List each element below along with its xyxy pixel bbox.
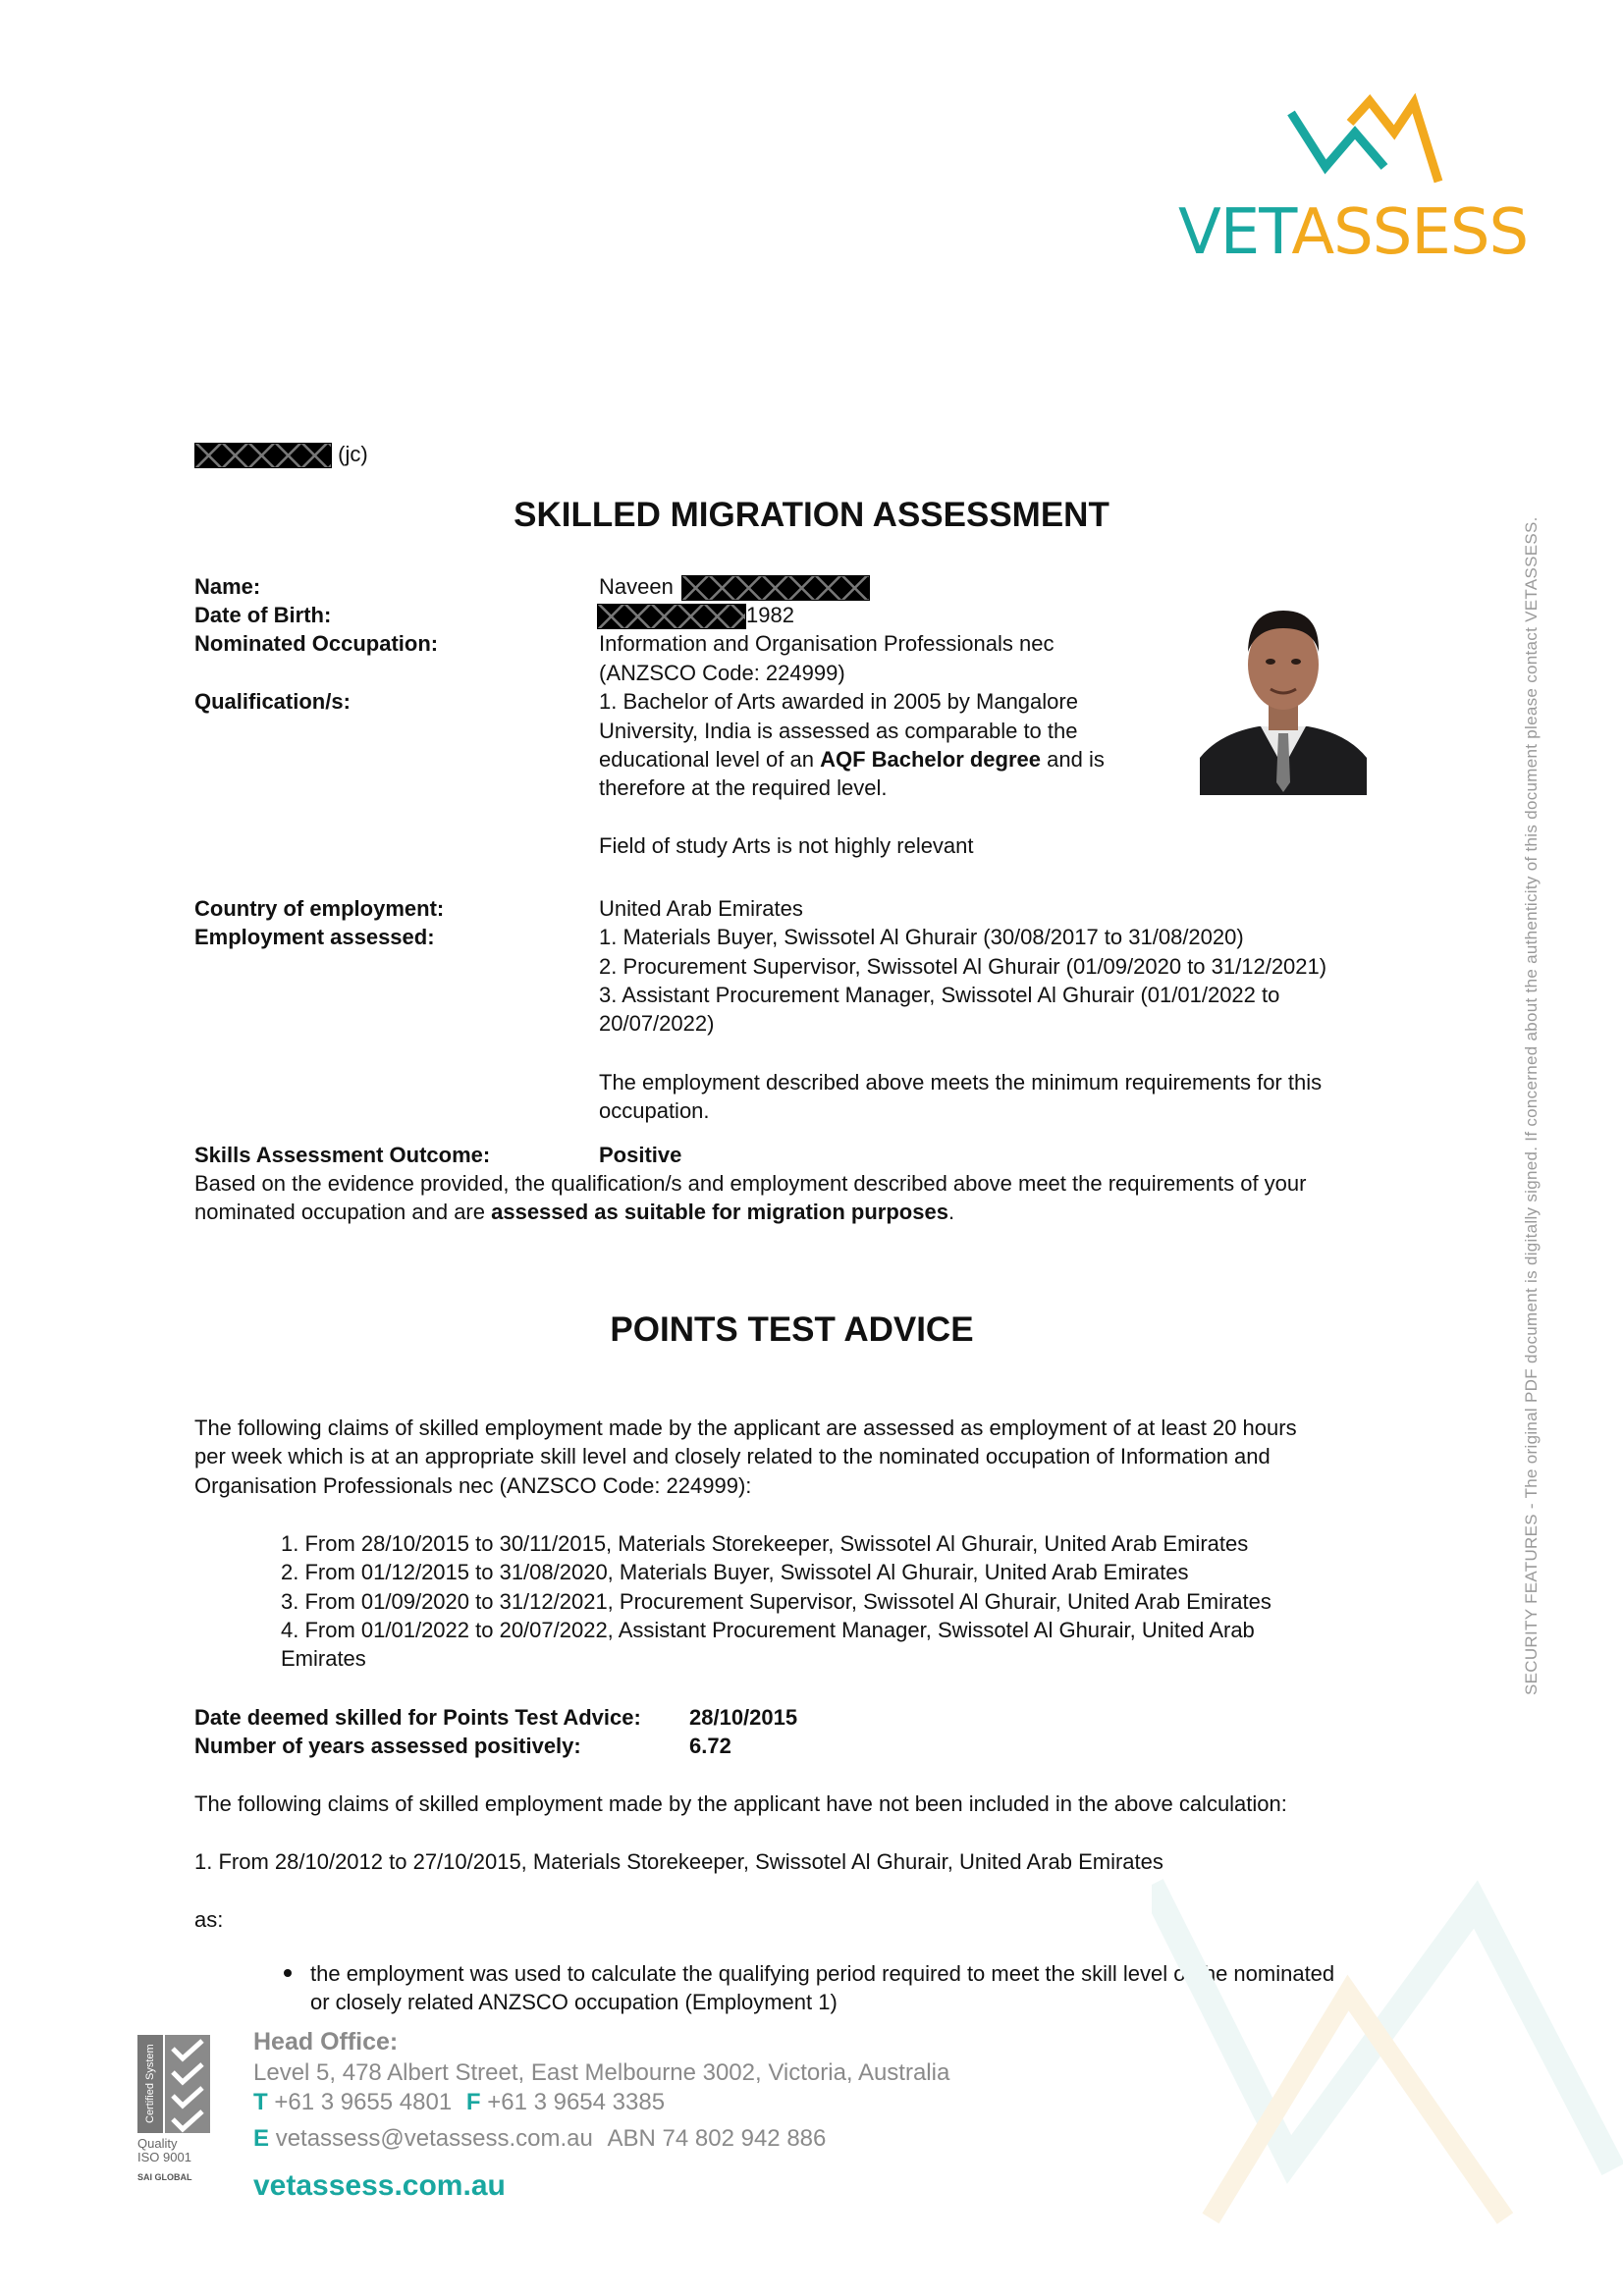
redaction-block: [681, 575, 870, 601]
contact-phone-line: [253, 2089, 665, 2116]
name-label: Name:: [194, 574, 261, 599]
dob-value: [597, 601, 794, 630]
contact-email-line: [253, 2125, 826, 2153]
qualification-line1: 1. Bachelor of Arts awarded in 2005 by Mangalore: [599, 689, 1078, 714]
outcome-label: Skills Assessment Outcome:: [194, 1143, 491, 1167]
qualification-text: educational level of an: [599, 747, 821, 772]
qualification-text: and is: [1041, 747, 1105, 772]
checkmarks-icon: [165, 2035, 210, 2133]
country-value: United Arab Emirates: [599, 896, 803, 921]
qualification-label: Qualification/s:: [194, 689, 351, 714]
excluded-intro: The following claims of skilled employment made by the applicant have not been included in the above calculation:: [194, 1791, 1287, 1816]
claim-item: Emirates: [281, 1646, 366, 1671]
reference-line: [194, 440, 368, 469]
aqf-level: AQF Bachelor degree: [820, 747, 1042, 772]
logo-text-assess: ASSESS: [1291, 196, 1529, 269]
iso-certification-badge: [137, 2035, 216, 2192]
email-prefix: E: [253, 2125, 270, 2152]
redaction-block: [597, 604, 746, 629]
employment-item: 2. Procurement Supervisor, Swissotel Al Ghurair (01/09/2020 to 31/12/2021): [599, 954, 1327, 979]
logo-mark-icon: [1281, 93, 1458, 191]
bullet-line2: or closely related ANZSCO occupation (Employment 1): [310, 1990, 838, 2014]
qualification-line4: therefore at the required level.: [599, 775, 888, 800]
security-watermark: SECURITY FEATURES - The original PDF document is digitally signed. If concerned about the authenticity of this document please contact VETASSESS.: [1522, 516, 1541, 1695]
outcome-value: Positive: [599, 1143, 682, 1167]
employment-item: 3. Assistant Procurement Manager, Swissotel Al Ghurair (01/01/2022 to: [599, 983, 1280, 1007]
date-deemed-label: Date deemed skilled for Points Test Advice:: [194, 1705, 641, 1730]
country-label: Country of employment:: [194, 896, 445, 921]
employment-note-line1: The employment described above meets the minimum requirements for this: [599, 1070, 1323, 1095]
field-of-study: Field of study Arts is not highly relevant: [599, 833, 974, 858]
points-intro-line1: The following claims of skilled employment made by the applicant are assessed as employment of at least 20 hours: [194, 1415, 1297, 1440]
phone-prefix: T: [253, 2089, 268, 2115]
outcome-text-line1: Based on the evidence provided, the qualification/s and employment described above meet the requirements of your: [194, 1171, 1307, 1196]
head-office-label: Head Office:: [253, 2028, 399, 2056]
name-value: [599, 572, 870, 602]
employment-label: Employment assessed:: [194, 925, 435, 949]
claim-item: 1. From 28/10/2015 to 30/11/2015, Materials Storekeeper, Swissotel Al Ghurair, United Arab Emirates: [281, 1531, 1249, 1556]
dob-label: Date of Birth:: [194, 603, 332, 627]
email-address[interactable]: vetassess@vetassess.com.au: [275, 2125, 593, 2152]
office-address: Level 5, 478 Albert Street, East Melbourne 3002, Victoria, Australia: [253, 2059, 950, 2086]
employment-note-line2: occupation.: [599, 1098, 710, 1123]
person-photo-icon: [1200, 571, 1367, 795]
cert-sai: SAI GLOBAL: [137, 2172, 192, 2182]
redaction-block: [194, 443, 332, 468]
points-title: POINTS TEST ADVICE: [610, 1310, 974, 1349]
employment-item: 20/07/2022): [599, 1011, 715, 1036]
years-value: 6.72: [689, 1734, 731, 1758]
phone-number: +61 3 9655 4801: [274, 2089, 453, 2115]
fax-prefix: F: [465, 2089, 481, 2115]
outcome-text-line2: [194, 1198, 954, 1227]
outcome-text: nominated occupation and are: [194, 1200, 492, 1224]
applicant-photo: [1200, 571, 1367, 795]
claim-item: 4. From 01/01/2022 to 20/07/2022, Assistant Procurement Manager, Swissotel Al Ghurair, United Arab: [281, 1618, 1255, 1642]
suitable-statement: assessed as suitable for migration purposes: [491, 1200, 948, 1224]
cert-quality: Quality: [137, 2136, 178, 2151]
excluded-item: 1. From 28/10/2012 to 27/10/2015, Materials Storekeeper, Swissotel Al Ghurair, United Arab Emirates: [194, 1849, 1163, 1874]
fax-number: +61 3 9654 3385: [487, 2089, 666, 2115]
claim-item: 3. From 01/09/2020 to 31/12/2021, Procurement Supervisor, Swissotel Al Ghurair, United Arab Emirates: [281, 1589, 1271, 1614]
website-link[interactable]: vetassess.com.au: [253, 2169, 506, 2202]
logo-text-vet: VET: [1178, 196, 1292, 269]
occupation-line2: (ANZSCO Code: 224999): [599, 661, 845, 685]
employment-item: 1. Materials Buyer, Swissotel Al Ghurair (30/08/2017 to 31/08/2020): [599, 925, 1244, 949]
occupation-label: Nominated Occupation:: [194, 631, 439, 656]
points-intro-line3: Organisation Professionals nec (ANZSCO Code: 224999):: [194, 1473, 752, 1498]
abn-number: ABN 74 802 942 886: [607, 2125, 827, 2152]
date-deemed-value: 28/10/2015: [689, 1705, 798, 1730]
bullet-line1: the employment was used to calculate the qualifying period required to meet the skill level of the nominated: [310, 1961, 1335, 1986]
assessment-title: SKILLED MIGRATION ASSESSMENT: [514, 496, 1109, 534]
reference-suffix: (jc): [338, 442, 368, 466]
qualification-line2: University, India is assessed as comparable to the: [599, 719, 1078, 743]
cert-iso: ISO 9001: [137, 2150, 191, 2164]
as-label: as:: [194, 1907, 224, 1932]
birth-year: 1982: [746, 603, 794, 627]
points-intro-line2: per week which is at an appropriate skill level and closely related to the nominated occupation of Information and: [194, 1444, 1271, 1468]
cert-system-label: Certified System: [137, 2035, 163, 2133]
claim-item: 2. From 01/12/2015 to 31/08/2020, Materials Buyer, Swissotel Al Ghurair, United Arab Emirates: [281, 1560, 1189, 1584]
vetassess-logo: [1178, 93, 1542, 270]
bullet-dot: [284, 1969, 292, 1977]
years-label: Number of years assessed positively:: [194, 1734, 581, 1758]
first-name: Naveen: [599, 574, 674, 599]
background-chevron-decoration: [1152, 1845, 1623, 2258]
occupation-line1: Information and Organisation Professionals nec: [599, 631, 1055, 656]
outcome-text: .: [947, 1200, 955, 1224]
